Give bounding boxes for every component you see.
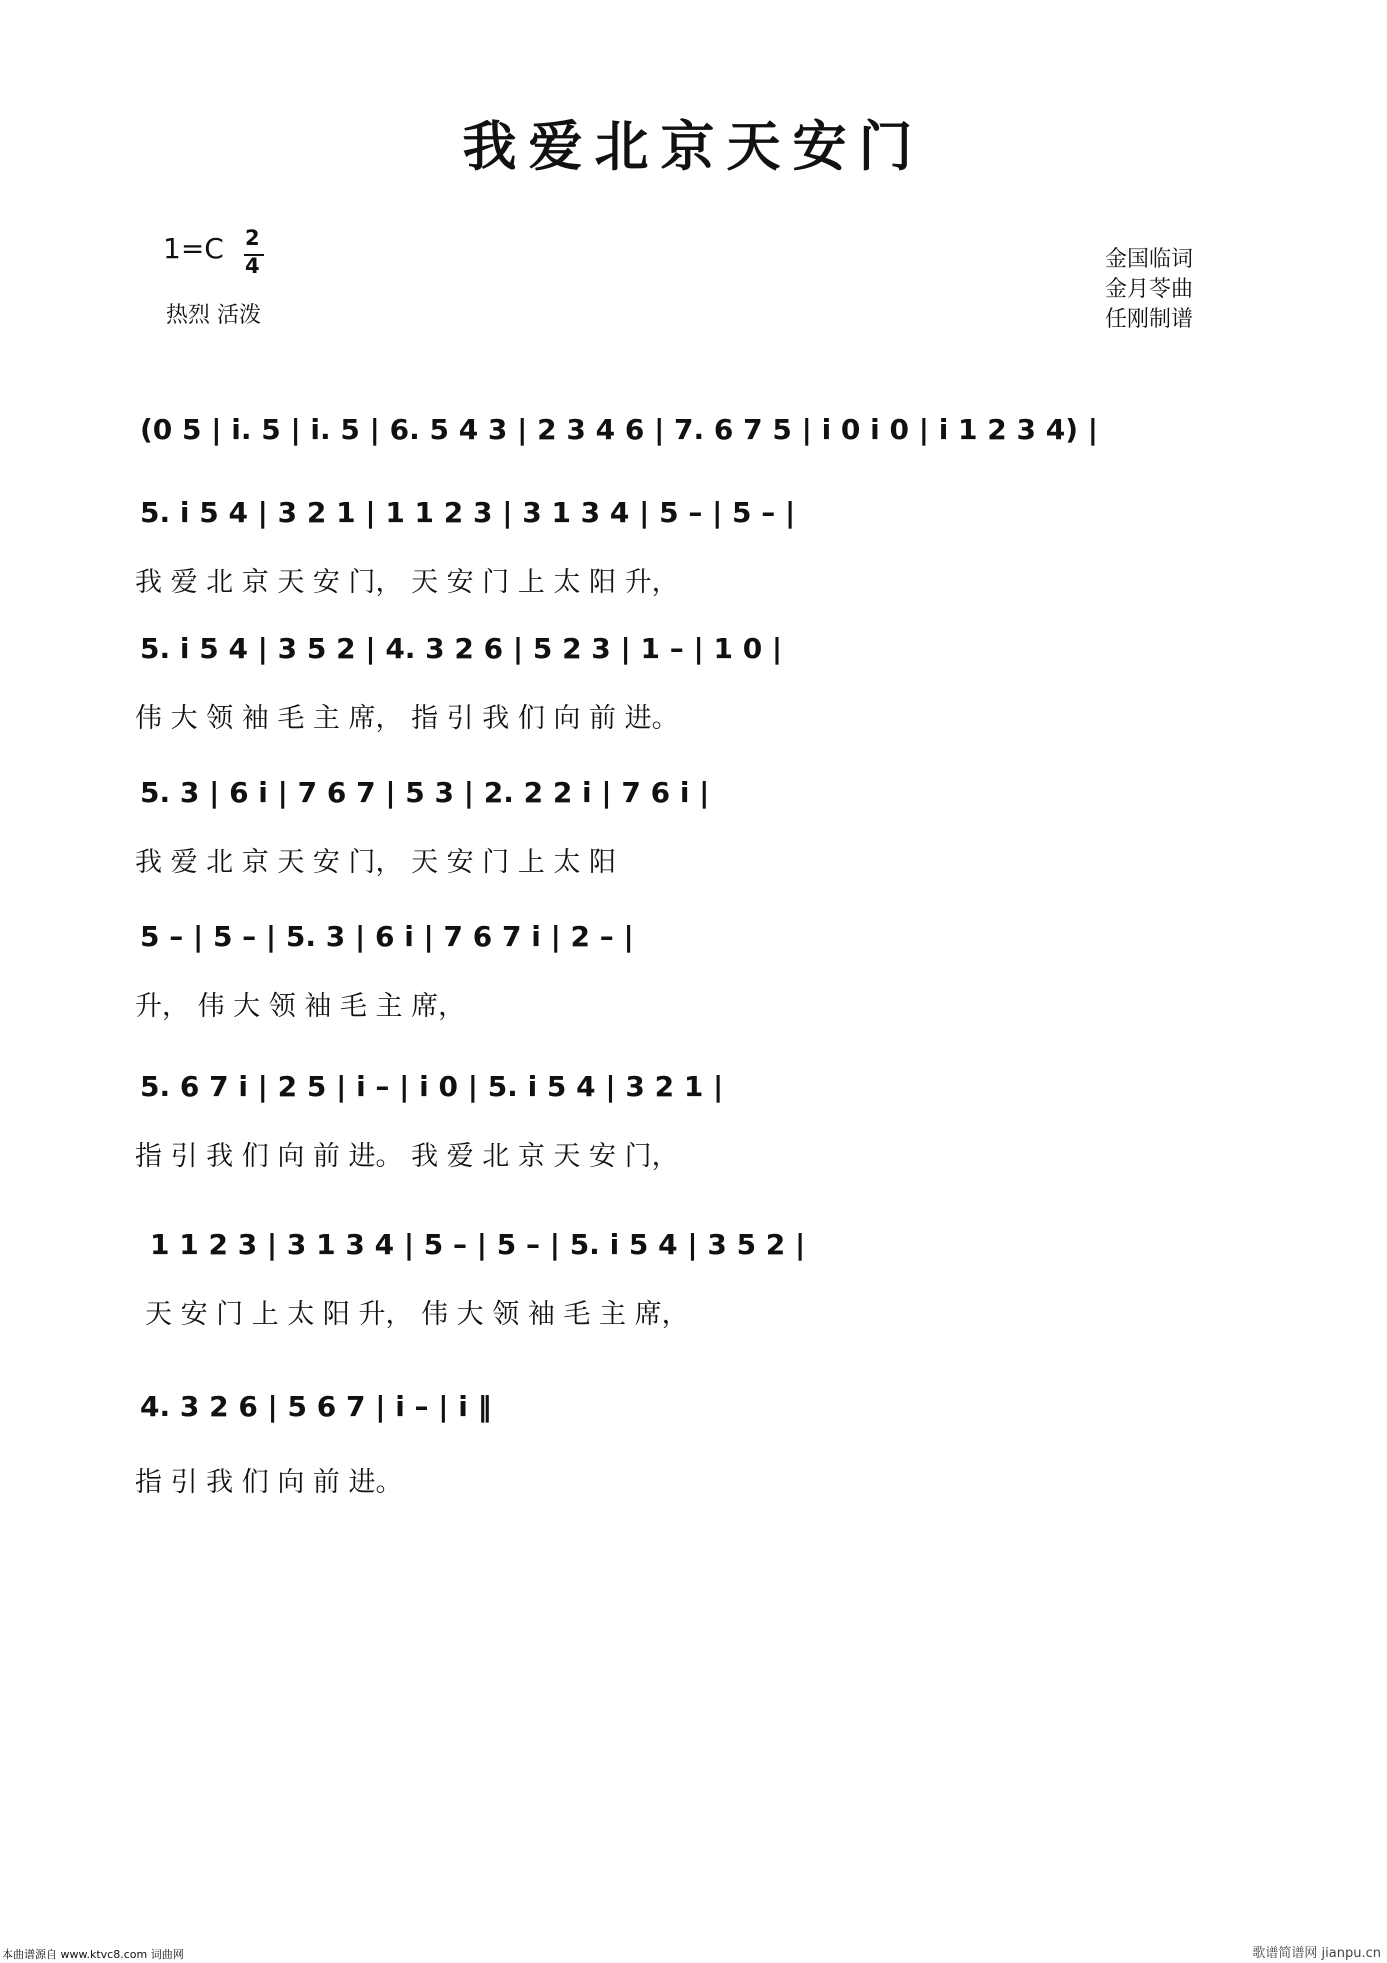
notes-line-1: 5. i 5 4 | 3 2 1 | 1 1 2 3 | 3 1 3 4 | 5 – | 5 – | bbox=[140, 496, 796, 529]
lyrics-line-3: 我 爱 北 京 天 安 门， 天 安 门 上 太 阳 bbox=[135, 847, 616, 878]
lyricist-credit: 金国临词 bbox=[1105, 247, 1194, 272]
notes-line-3: 5. 3 | 6 i | 7 6 7 | 5 3 | 2. 2 2 i | 7 6 i | bbox=[140, 776, 710, 809]
lyrics-line-7: 指 引 我 们 向 前 进。 bbox=[135, 1467, 403, 1498]
key-signature: 1=C bbox=[163, 232, 224, 265]
notes-line-0: (0 5 | i. 5 | i. 5 | 6. 5 4 3 | 2 3 4 6 | 7. 6 7 5 | i 0 i 0 | i 1 2 3 4) | bbox=[140, 413, 1098, 446]
notes-line-6: 1 1 2 3 | 3 1 3 4 | 5 – | 5 – | 5. i 5 4 | 3 5 2 | bbox=[150, 1228, 806, 1261]
tempo-marking: 热烈 活泼 bbox=[166, 303, 261, 328]
notes-line-4: 5 – | 5 – | 5. 3 | 6 i | 7 6 7 i | 2 – | bbox=[140, 920, 634, 953]
time-signature-top: 2 bbox=[245, 226, 260, 250]
lyrics-line-6: 天 安 门 上 太 阳 升， 伟 大 领 袖 毛 主 席， bbox=[145, 1299, 689, 1330]
lyrics-line-2: 伟 大 领 袖 毛 主 席， 指 引 我 们 向 前 进。 bbox=[135, 703, 679, 734]
lyrics-line-5: 指 引 我 们 向 前 进。 我 爱 北 京 天 安 门， bbox=[135, 1141, 679, 1172]
notes-line-7: 4. 3 2 6 | 5 6 7 | i – | i ‖ bbox=[140, 1390, 492, 1423]
page-title: 我爱北京天安门 bbox=[462, 114, 925, 178]
notes-line-2: 5. i 5 4 | 3 5 2 | 4. 3 2 6 | 5 2 3 | 1 – | 1 0 | bbox=[140, 632, 783, 665]
footer-watermark: 歌谱简谱网 jianpu.cn bbox=[1252, 1946, 1381, 1961]
notes-line-5: 5. 6 7 i | 2 5 | i – | i 0 | 5. i 5 4 | 3 2 1 | bbox=[140, 1070, 724, 1103]
arranger-credit: 任刚制谱 bbox=[1105, 307, 1194, 332]
time-signature-bottom: 4 bbox=[245, 254, 260, 278]
footer-source: 本曲谱源自 www.ktvc8.com 词曲网 bbox=[2, 1948, 184, 1961]
lyrics-line-4: 升， 伟 大 领 袖 毛 主 席， bbox=[135, 991, 466, 1022]
composer-credit: 金月苓曲 bbox=[1105, 277, 1194, 302]
lyrics-line-1: 我 爱 北 京 天 安 门， 天 安 门 上 太 阳 升， bbox=[135, 567, 679, 598]
